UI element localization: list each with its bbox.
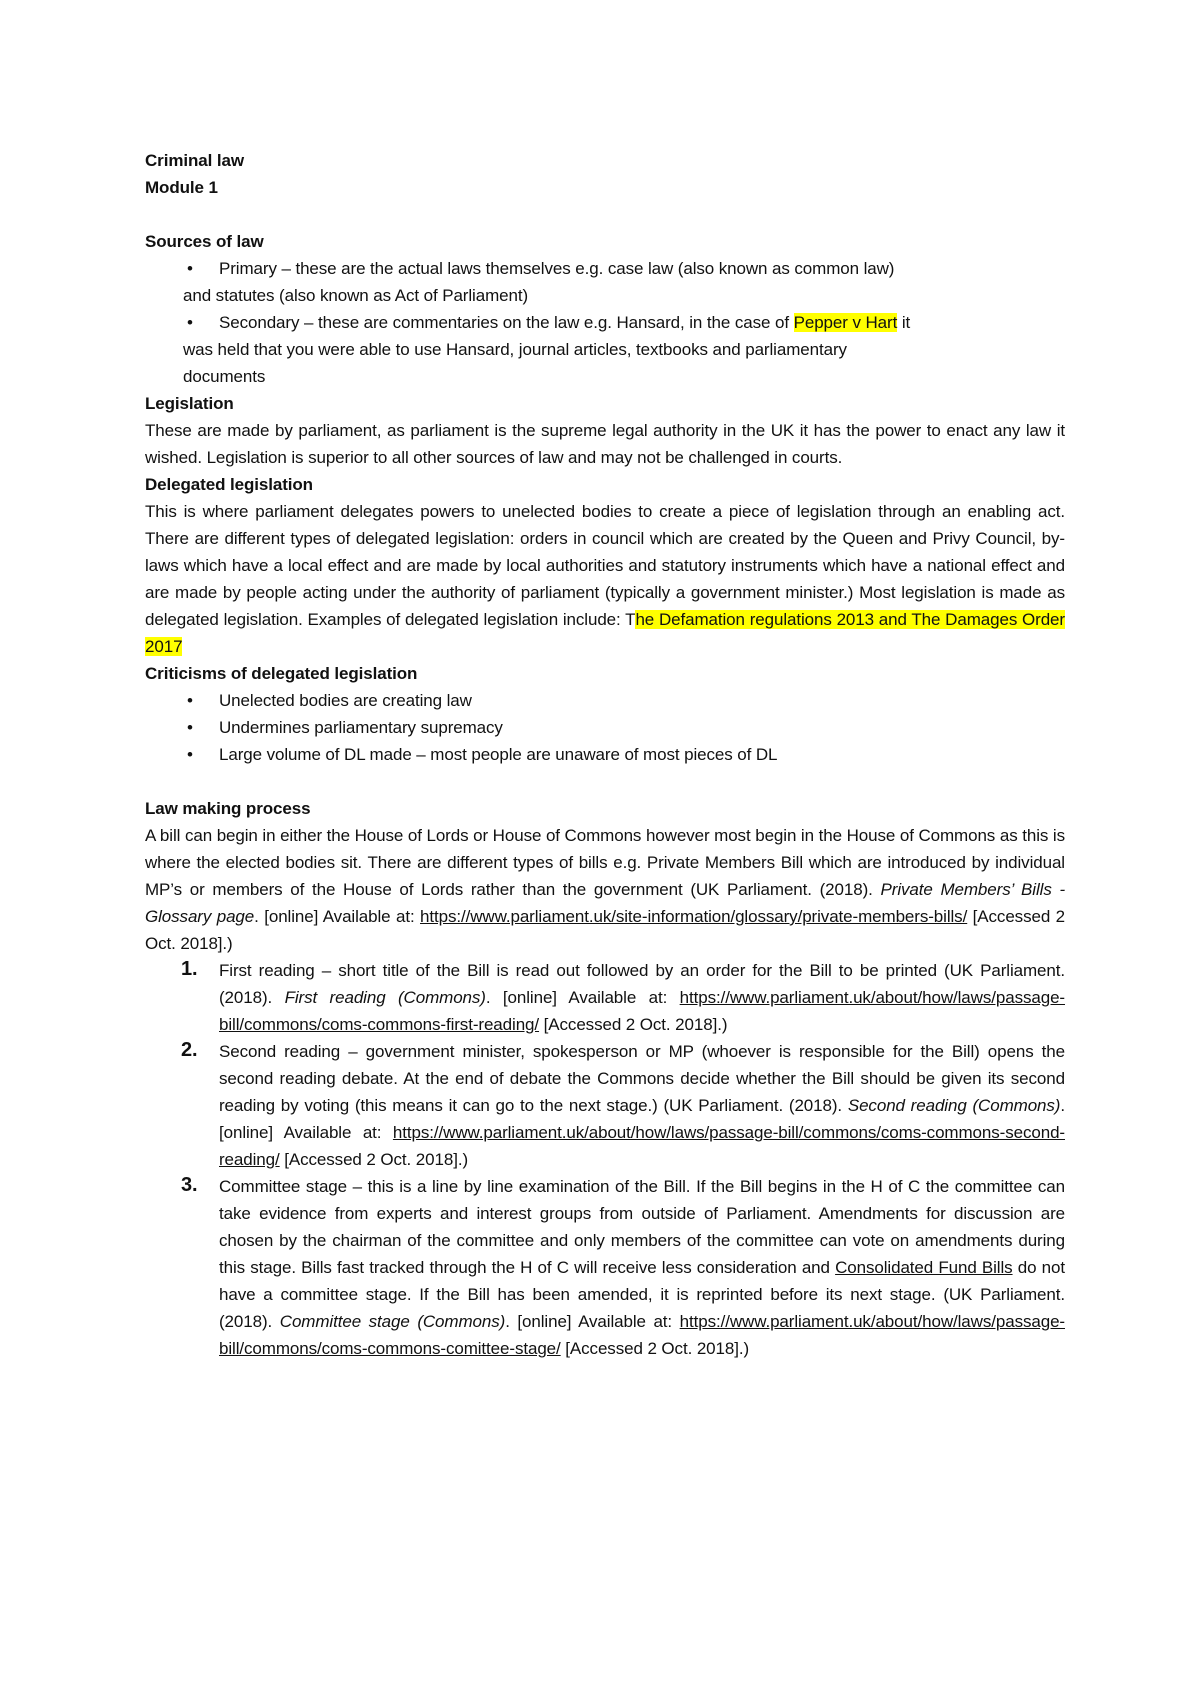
lawmaking-paragraph: A bill can begin in either the House of Lords or House of Commons however most begin in the House of Commons as this is where the elected bodies sit. There are different types of bills e.g. Private Members Bill which are introduced by individual MP’s or members of the House of Lords rather than the government (UK Parliament. (2018). Private Members’ Bills - Glossary page. [online] Available at: https://www.parliament.uk/site-information/glossary/private-members-bills/ [Accessed 2 Oct. 2018].)	[145, 826, 1066, 953]
list-item: 1. First reading – short title of the Bill is read out followed by an order for the Bill to be printed (UK Parliament. (2018). First reading (Commons). [online] Available at: https://www.parliament.uk/about/how/laws/passage-bill/commons/coms-commons-first-reading/ [Accessed 2 Oct. 2018].)	[181, 958, 1065, 1034]
bullet-icon: •	[187, 313, 193, 332]
bullet-icon: •	[187, 718, 193, 737]
delegated-heading: Delegated legislation	[145, 475, 313, 494]
list-item: • Large volume of DL made – most people are unaware of most pieces of DL	[145, 741, 1065, 768]
first-reading-link[interactable]: https://www.parliament.uk/about/how/laws/passage-bill/commons/coms-commons-first-reading/	[219, 988, 1065, 1034]
spacer	[145, 768, 1065, 795]
criticisms-list	[145, 687, 1065, 768]
highlight-examples: he Defamation regulations 2013 and The Damages Order 2017	[145, 610, 1065, 656]
list-item: 2. Second reading – government minister, spokesperson or MP (whoever is responsible for the Bill) opens the second reading debate. At the end of debate the Commons decide whether the Bill should be given its second reading by voting (this means it can go to the next stage.) (UK Parliament. (2018). Second reading (Commons). [online] Available at: https://www.parliament.uk/about/how/laws/passage-bill/commons/coms-commons-second-reading/ [Accessed 2 Oct. 2018].)	[181, 1039, 1065, 1169]
committee-stage-link[interactable]: https://www.parliament.uk/about/how/laws/passage-bill/commons/coms-commons-comittee-stage/	[219, 1312, 1065, 1358]
legislation-heading: Legislation	[145, 394, 234, 413]
document-body	[145, 147, 1065, 1362]
sources-list	[145, 255, 1065, 390]
list-item: • Secondary – these are commentaries on the law e.g. Hansard, in the case of Pepper v Hart it was held that you were able to use Hansard, journal articles, textbooks and parliamentary documents	[145, 309, 1065, 390]
doc-title: Criminal law	[145, 151, 244, 170]
spacer	[145, 201, 1065, 228]
legislation-paragraph: These are made by parliament, as parliament is the supreme legal authority in the UK it has the power to enact any law it wished. Legislation is superior to all other sources of law and may not be challenged in courts.	[145, 421, 1065, 467]
sources-heading: Sources of law	[145, 232, 264, 251]
second-reading-link[interactable]: https://www.parliament.uk/about/how/laws/passage-bill/commons/coms-commons-second-reading/	[219, 1123, 1065, 1169]
stages-list	[145, 957, 1065, 1362]
bullet-icon: •	[187, 259, 193, 278]
private-members-bills-link[interactable]: https://www.parliament.uk/site-information/glossary/private-members-bills/	[420, 907, 968, 926]
doc-module: Module 1	[145, 178, 218, 197]
highlight-pepper-v-hart: Pepper v Hart	[793, 313, 898, 332]
criticisms-heading: Criticisms of delegated legislation	[145, 664, 418, 683]
consolidated-fund-bills-link[interactable]: Consolidated Fund Bills	[835, 1258, 1013, 1277]
list-item: 3. Committee stage – this is a line by line examination of the Bill. If the Bill begins in the H of C the committee can take evidence from experts and interest groups from outside of Parliament. Amendments for discussion are chosen by the chairman of the committee and only members of the committee can vote on amendments during this stage. Bills fast tracked through the H of C will receive less consideration and Consolidated Fund Bills do not have a committee stage. If the Bill has been amended, it is reprinted before its next stage. (UK Parliament. (2018). Committee stage (Commons). [online] Available at: https://www.parliament.uk/about/how/laws/passage-bill/commons/coms-commons-comittee-stage/ [Accessed 2 Oct. 2018].)	[181, 1174, 1065, 1358]
bullet-icon: •	[187, 691, 193, 710]
list-item: • Undermines parliamentary supremacy	[145, 714, 1065, 741]
bullet-icon: •	[187, 745, 193, 764]
list-item: • Unelected bodies are creating law	[145, 687, 1065, 714]
list-item: • Primary – these are the actual laws themselves e.g. case law (also known as common law) and statutes (also known as Act of Parliament)	[145, 255, 1065, 309]
lawmaking-heading: Law making process	[145, 799, 311, 818]
delegated-paragraph: This is where parliament delegates powers to unelected bodies to create a piece of legislation through an enabling act. There are different types of delegated legislation: orders in council which are created by the Queen and Privy Council, by-laws which have a local effect and are made by local authorities and statutory instruments which have a national effect and are made by people acting under the authority of parliament (typically a government minister.) Most legislation is made as delegated legislation. Examples of delegated legislation include: The Defamation regulations 2013 and The Damages Order 2017	[145, 502, 1065, 656]
